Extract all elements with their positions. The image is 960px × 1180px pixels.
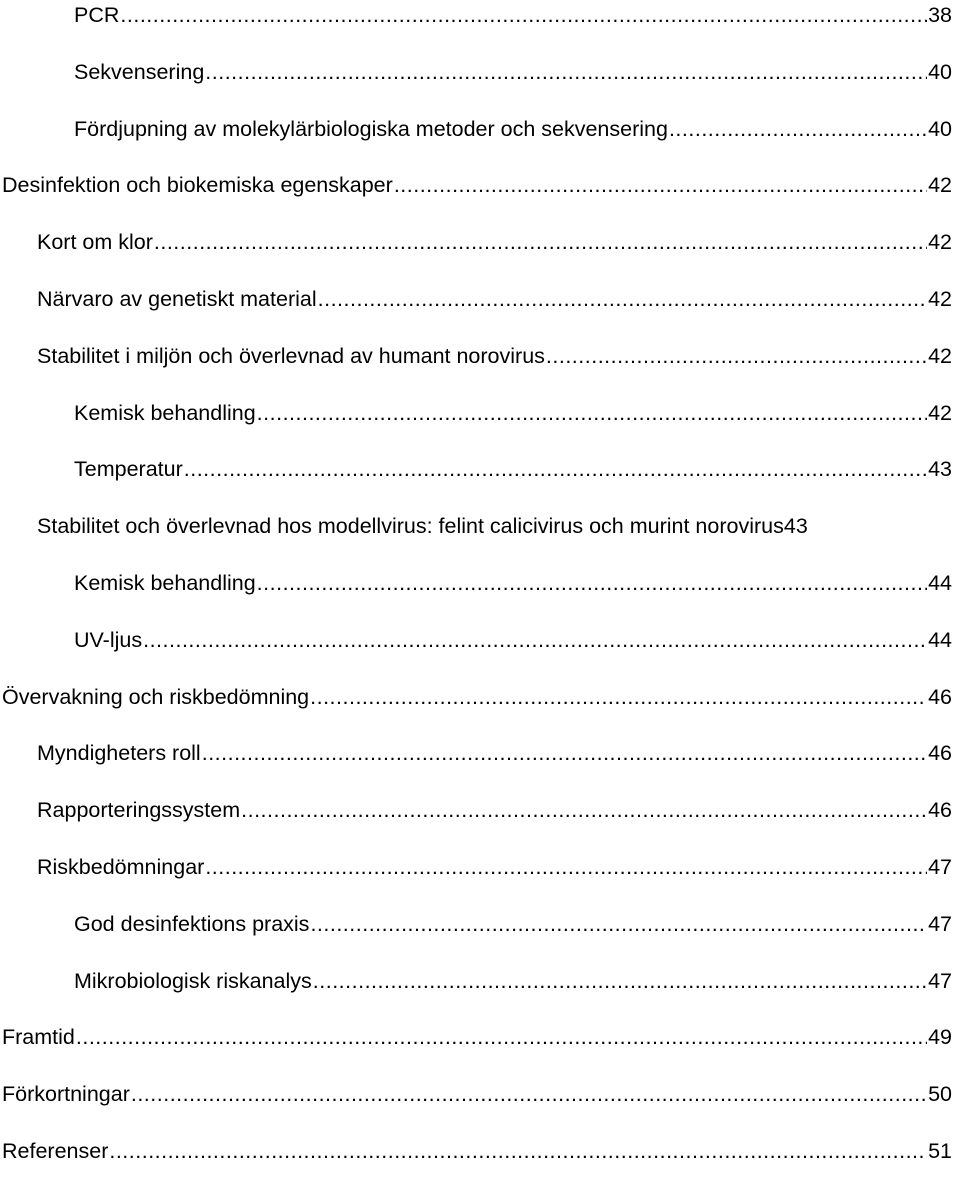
toc-page-number: 42 [928, 286, 952, 311]
toc-entry[interactable] [0, 498, 952, 555]
toc-dot-leader [120, 0, 927, 44]
toc-entry[interactable] [0, 782, 952, 839]
toc-entry-title: Desinfektion och biokemiska egenskaper [2, 173, 393, 198]
toc-entry[interactable] [0, 157, 952, 214]
toc-dot-leader [205, 44, 927, 101]
toc-entry-title: UV-ljus [74, 627, 143, 652]
toc-page-number: 42 [928, 230, 952, 255]
toc-entry[interactable] [0, 0, 952, 44]
toc-entry[interactable] [0, 1066, 952, 1123]
toc-dot-leader [394, 157, 927, 214]
toc-entry[interactable] [0, 441, 952, 498]
toc-dot-leader [202, 725, 927, 782]
toc-entry[interactable] [0, 612, 952, 669]
toc-dot-leader [131, 1066, 927, 1123]
toc-dot-leader [241, 782, 927, 839]
toc-entry[interactable] [0, 101, 952, 158]
toc-entry-title: Framtid [2, 1025, 75, 1050]
toc-entry[interactable] [0, 328, 952, 385]
toc-page-number: 43 [928, 457, 952, 482]
toc-entry[interactable] [0, 555, 952, 612]
toc-dot-leader [318, 271, 927, 328]
toc-dot-leader [310, 896, 927, 953]
toc-page-number: 44 [928, 570, 952, 595]
toc-entry[interactable] [0, 839, 952, 896]
toc-page-number: 47 [928, 968, 952, 993]
toc-dot-leader [205, 839, 927, 896]
toc-page-number: 50 [928, 1082, 952, 1107]
toc-page-number: 46 [928, 798, 952, 823]
toc-dot-leader [109, 1123, 927, 1180]
toc-dot-leader [310, 669, 927, 726]
toc-entry-title: Referenser [2, 1138, 109, 1163]
toc-page-number: 42 [928, 343, 952, 368]
toc-dot-leader [257, 555, 927, 612]
toc-dot-leader [76, 1009, 927, 1066]
toc-entry-title: PCR [74, 3, 120, 27]
toc-entry[interactable] [0, 1123, 952, 1180]
toc-entry[interactable] [0, 725, 952, 782]
toc-entry-title: God desinfektions praxis [74, 911, 310, 936]
toc-page-number: 40 [928, 116, 952, 141]
toc-page-number: 46 [928, 741, 952, 766]
toc-page-number: 47 [928, 911, 952, 936]
toc-entry[interactable] [0, 953, 952, 1010]
toc-dot-leader [313, 953, 927, 1010]
toc-entry-title: Mikrobiologisk riskanalys [74, 968, 312, 993]
toc-entry[interactable] [0, 1009, 952, 1066]
toc-entry-title: Kemisk behandling [74, 400, 256, 425]
toc-entry[interactable] [0, 214, 952, 271]
toc-entry-title: Stabilitet och överlevnad hos modellvirus: felint calicivirus och murint norovirus [37, 514, 784, 539]
toc-page-number: 42 [928, 173, 952, 198]
toc-page-number: 44 [928, 627, 952, 652]
toc-dot-leader [154, 214, 927, 271]
toc-page-number: 47 [928, 854, 952, 879]
toc-dot-leader [546, 328, 927, 385]
toc-page-number: 38 [928, 3, 952, 27]
toc-entry-title: Förkortningar [2, 1082, 130, 1107]
toc-entry-title: Temperatur [74, 457, 183, 482]
toc-entry-title: Övervakning och riskbedömning [2, 684, 310, 709]
toc-entry-title: Myndigheters roll [37, 741, 201, 766]
toc-dot-leader [257, 385, 927, 442]
toc-page-number: 51 [928, 1138, 952, 1163]
toc-entry[interactable] [0, 896, 952, 953]
toc-entry[interactable] [0, 385, 952, 442]
toc-entry-title: Kort om klor [37, 230, 153, 255]
toc-entry[interactable] [0, 669, 952, 726]
toc-dot-leader [669, 101, 927, 158]
toc-entry-title: Stabilitet i miljön och överlevnad av humant norovirus [37, 343, 545, 368]
toc-entry-title: Riskbedömningar [37, 854, 205, 879]
toc-entry[interactable] [0, 44, 952, 101]
toc-entry[interactable] [0, 271, 952, 328]
toc-dot-leader [184, 441, 927, 498]
toc-page-number: 42 [928, 400, 952, 425]
toc-page-number: 43 [783, 514, 808, 539]
toc-entry-title: Närvaro av genetiskt material [37, 286, 317, 311]
toc-page-number: 49 [928, 1025, 952, 1050]
toc-entry-title: Sekvensering [74, 59, 205, 84]
toc-entry-title: Kemisk behandling [74, 570, 256, 595]
toc-page-number: 46 [928, 684, 952, 709]
toc-entry-title: Fördjupning av molekylärbiologiska metoder och sekvensering [74, 116, 668, 141]
toc-page-number: 40 [928, 59, 952, 84]
toc-dot-leader [143, 612, 927, 669]
toc-entry-title: Rapporteringssystem [37, 798, 241, 823]
